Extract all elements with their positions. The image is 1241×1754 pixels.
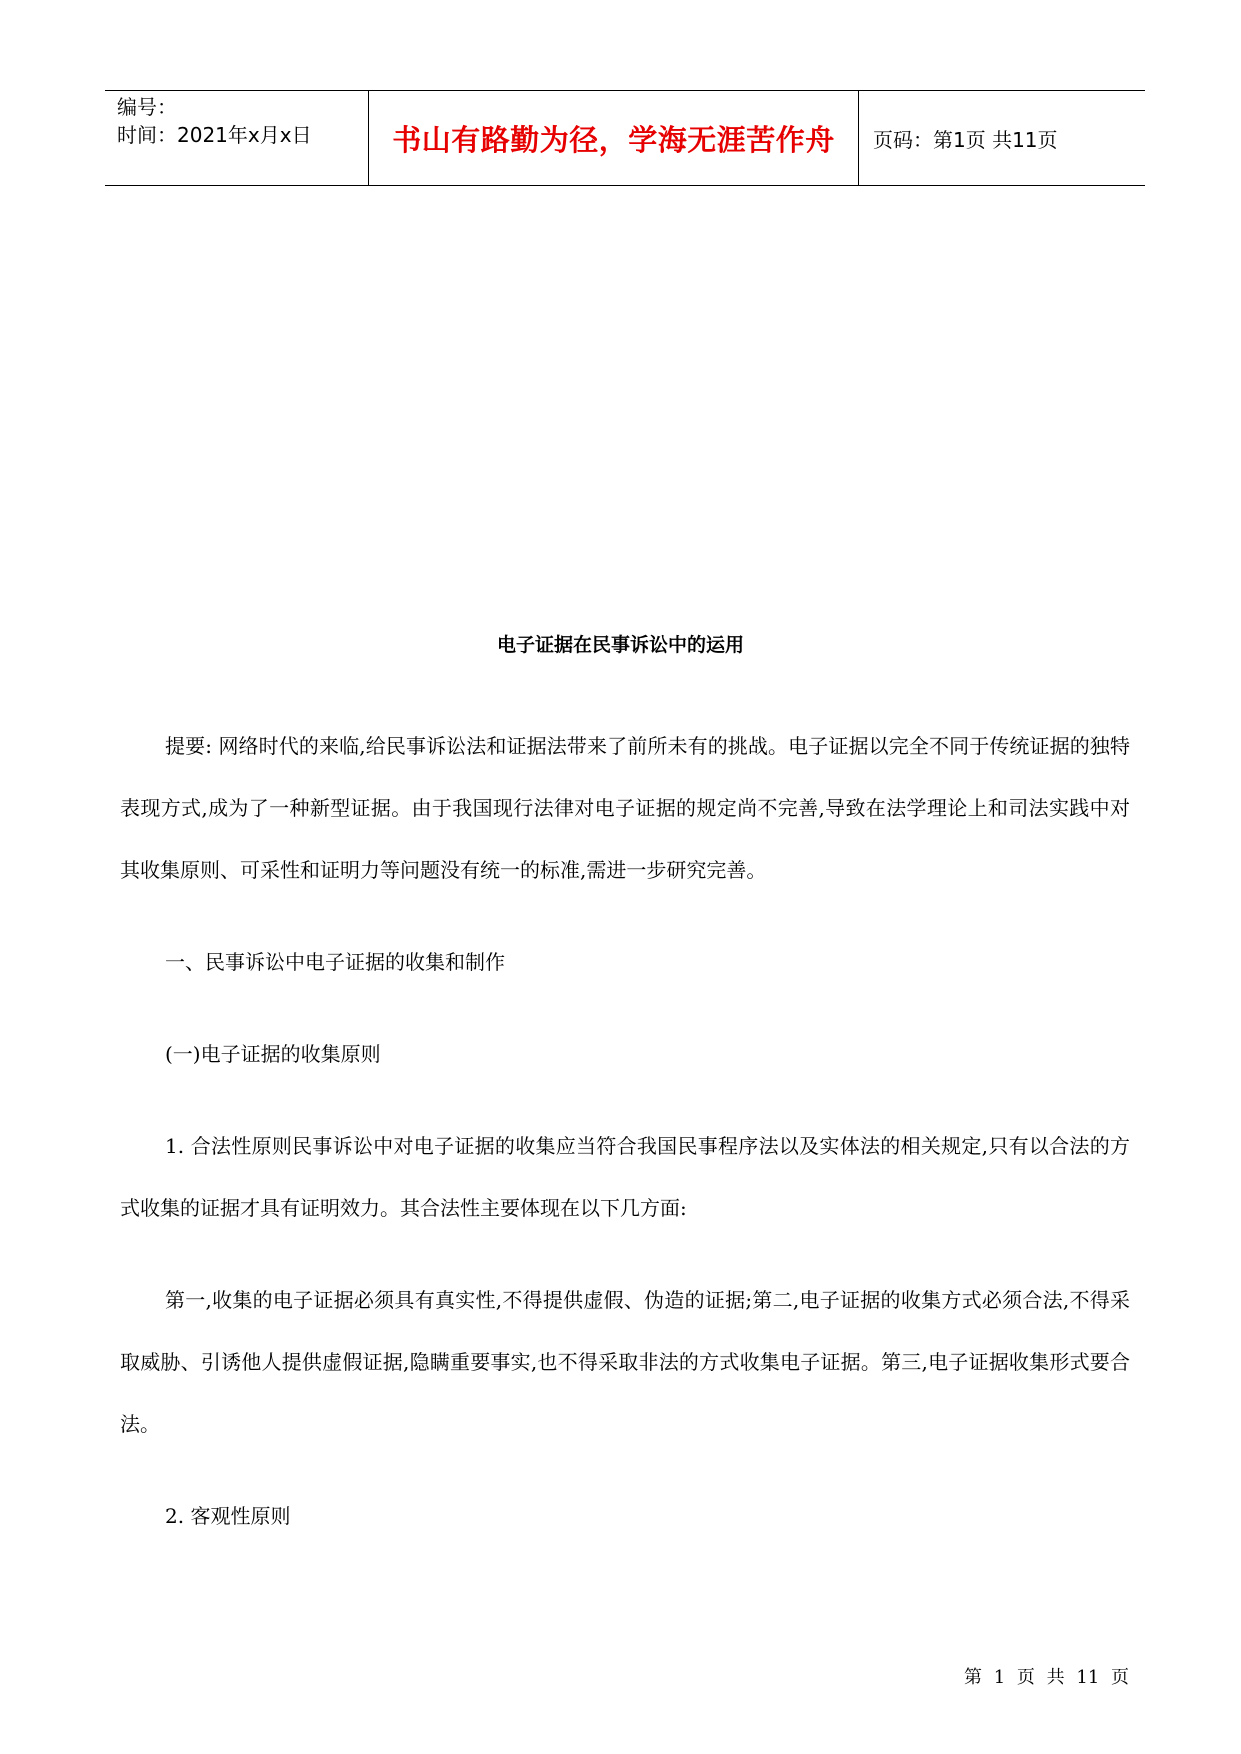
paragraph-abstract: 提要: 网络时代的来临,给民事诉讼法和证据法带来了前所未有的挑战。电子证据以完全不同于传统证据的独特表现方式,成为了一种新型证据。由于我国现行法律对电子证据的规定尚不完善,导致在法学理论上和司法实践中对其收集原则、可采性和证明力等问题没有统一的标准,需进一步研究完善。 (120, 734, 1130, 882)
paragraph-objectivity-principle: 2. 客观性原则 (165, 1504, 291, 1528)
page-info: 页码：第1页 共11页 (873, 127, 1058, 152)
document-body (120, 715, 1130, 1547)
paragraph-legality-details: 第一,收集的电子证据必须具有真实性,不得提供虚假、伪造的证据;第二,电子证据的收集方式必须合法,不得采取威胁、引诱他人提供虚假证据,隐瞒重要事实,也不得采取非法的方式收集电子证据。第三,电子证据收集形式要合法。 (120, 1288, 1130, 1436)
document-title: 电子证据在民事诉讼中的运用 (496, 634, 744, 656)
paragraph-legality-principle: 1. 合法性原则民事诉讼中对电子证据的收集应当符合我国民事程序法以及实体法的相关规定,只有以合法的方式收集的证据才具有证明效力。其合法性主要体现在以下几方面: (120, 1134, 1130, 1220)
header-meta-cell (105, 91, 369, 185)
number-label: 编号： (117, 95, 177, 119)
page-footer: 第 1 页 共 11 页 (964, 1667, 1129, 1688)
motto: 书山有路勤为径，学海无涯苦作舟 (392, 122, 835, 157)
header-motto-cell (369, 91, 859, 185)
header-table (105, 90, 1145, 186)
section-heading-1: 一、民事诉讼中电子证据的收集和制作 (165, 950, 505, 974)
time-label: 时间：2021年x月x日 (117, 123, 312, 147)
subsection-heading-1: (一)电子证据的收集原则 (165, 1042, 381, 1066)
header-page-cell (859, 91, 1145, 185)
